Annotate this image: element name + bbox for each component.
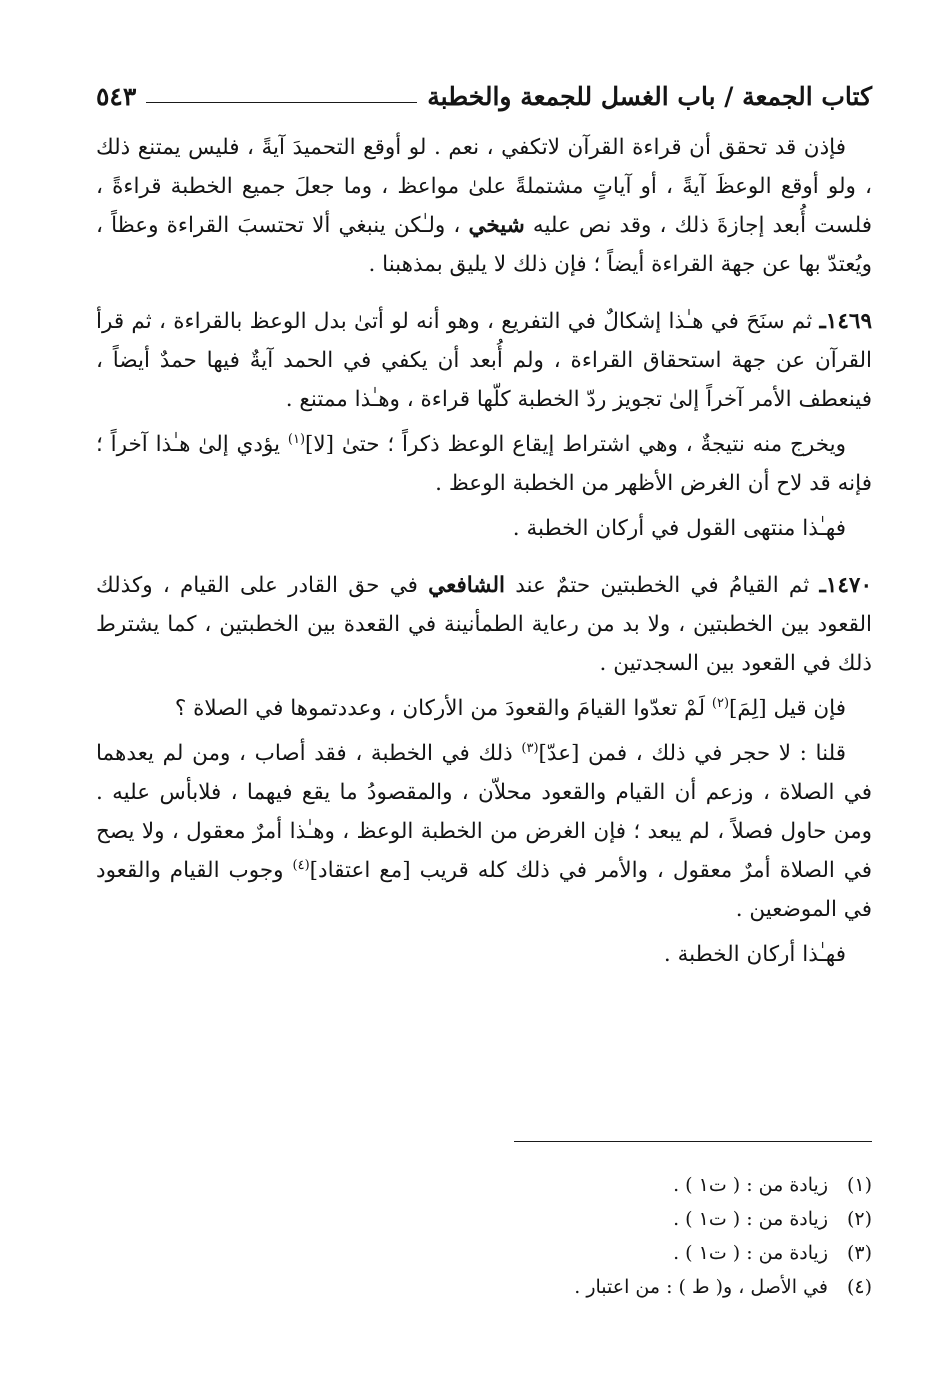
page-header <box>96 76 872 116</box>
paragraph-6 <box>96 689 872 728</box>
footnote-item <box>200 1236 872 1270</box>
footnote-item <box>200 1202 872 1236</box>
footnote-mark: (١) <box>846 1174 872 1196</box>
main-text <box>96 128 872 974</box>
paragraph-text: فإن قيل [لِمَ] <box>729 696 846 721</box>
paragraph-text: ، ولـٰكن ينبغي ألا تحتسبَ القراءة وعظاً ، ويُعتدّ بها عن جهة القراءة أيضاً ؛ فإن ذلك لا يليق بمذهبنا . <box>96 213 872 277</box>
paragraph-text: فهـٰذا أركان الخطبة . <box>663 942 846 967</box>
paragraph-1470 <box>96 566 872 683</box>
paragraph-text: فإذن قد تحقق أن قراءة القرآن لاتكفي ، نعم . لو أوقع التحميدَ آيةً ، فليس يمتنع ذلك ، ولو أوقع الوعظَ آيةً ، أو آياتٍ مشتملةً علىٰ مواعظ ، وما جعلَ جميع الخطبة قراءةً ، فلست أُبعد إجازةَ ذلك ، وقد نص عليه <box>96 135 872 238</box>
section-number: ١٤٦٩ـ <box>819 309 872 334</box>
footnote-item <box>200 1270 872 1304</box>
paragraph-text: فهـٰذا منتهى القول في أركان الخطبة . <box>512 516 846 541</box>
footnote-text: زيادة من : ( ت١ ) . <box>673 1242 828 1264</box>
paragraph-text: ويخرج منه نتيجةٌ ، وهي اشتراط إيقاع الوعظ ذكراً ؛ حتىٰ [لا] <box>305 432 846 457</box>
paragraph-1 <box>96 128 872 284</box>
paragraph-text: لَمْ تعدّوا القيامَ والقعودَ من الأركان ، وعددتموها في الصلاة ؟ <box>174 696 706 721</box>
footnote-text: في الأصل ، و( ط ) : من اعتبار . <box>574 1276 828 1298</box>
footnote-mark: (٢) <box>846 1208 872 1230</box>
bold-name: شيخي <box>468 213 525 238</box>
bold-name: الشافعي <box>428 573 505 598</box>
header-rule <box>146 102 417 103</box>
paragraph-text: قلنا : لا حجر في ذلك ، فمن [عدّ] <box>538 741 846 766</box>
paragraph-8 <box>96 935 872 974</box>
footnote-ref: (٢) <box>711 695 730 711</box>
footnote-text: زيادة من : ( ت١ ) . <box>673 1174 828 1196</box>
footnote-ref: (٣) <box>521 740 539 756</box>
paragraph-text: يؤدي إلىٰ هـٰذا آخراً ؛ فإنه قد لاح أن الغرض الأظهر من الخطبة الوعظ . <box>96 432 872 496</box>
page-number: ٥٤٣ <box>96 81 137 111</box>
footnote-ref: (١) <box>287 431 306 447</box>
paragraph-7 <box>96 734 872 929</box>
footnote-text: زيادة من : ( ت١ ) . <box>673 1208 828 1230</box>
footnote-item <box>200 1168 872 1202</box>
paragraph-text: في حق القادر على القيام ، وكذلك القعود بين الخطبتين ، ولا بد من رعاية الطمأنينة في القعدة بين الخطبتين ، كما يشترط ذلك في القعود بين السجدتين . <box>96 573 872 676</box>
paragraph-text: ثم القيامُ في الخطبتين حتمٌ عند <box>515 573 810 598</box>
paragraph-1469 <box>96 302 872 419</box>
footnote-separator <box>514 1141 872 1142</box>
footnote-mark: (٤) <box>846 1276 872 1298</box>
running-title: كتاب الجمعة / باب الغسل للجمعة والخطبة <box>427 81 872 111</box>
paragraph-text: وجوب القيام والقعود في الموضعين . <box>96 858 872 922</box>
footnote-ref: (٤) <box>292 857 310 873</box>
paragraph-text: ثم سنَحَ في هـٰذا إشكالٌ في التفريع ، وهو أنه لو أتىٰ بدل الوعظ بالقراءة ، ثم قرأ القرآن عن جهة استحقاق القراءة ، ولم أُبعد أن يكفي في الحمد آيةٌ فيها حمدٌ أيضاً ، فينعطف الأمر آخراً إلىٰ تجويز ردّ الخطبة كلّها قراءة ، وهـٰذا ممتنع . <box>96 309 872 412</box>
paragraph-4 <box>96 509 872 548</box>
footnote-mark: (٣) <box>846 1242 872 1264</box>
paragraph-3 <box>96 425 872 503</box>
footnotes <box>200 1168 872 1304</box>
paragraph-text: ذلك في الخطبة ، فقد أصاب ، ومن لم يعدهما في الصلاة ، وزعم أن القيام والقعود محلاّن ، والمقصودُ ما يقع فيهما ، فلابأس عليه . ومن حاول فصلاً ، لم يبعد ؛ فإن الغرض من الخطبة الوعظ ، وهـٰذا أمرٌ معقول ، ولا يصح في الصلاة أمرٌ معقول ، والأمر في ذلك كله قريب [مع اعتقاد] <box>96 741 872 883</box>
section-number: ١٤٧٠ـ <box>819 573 872 598</box>
